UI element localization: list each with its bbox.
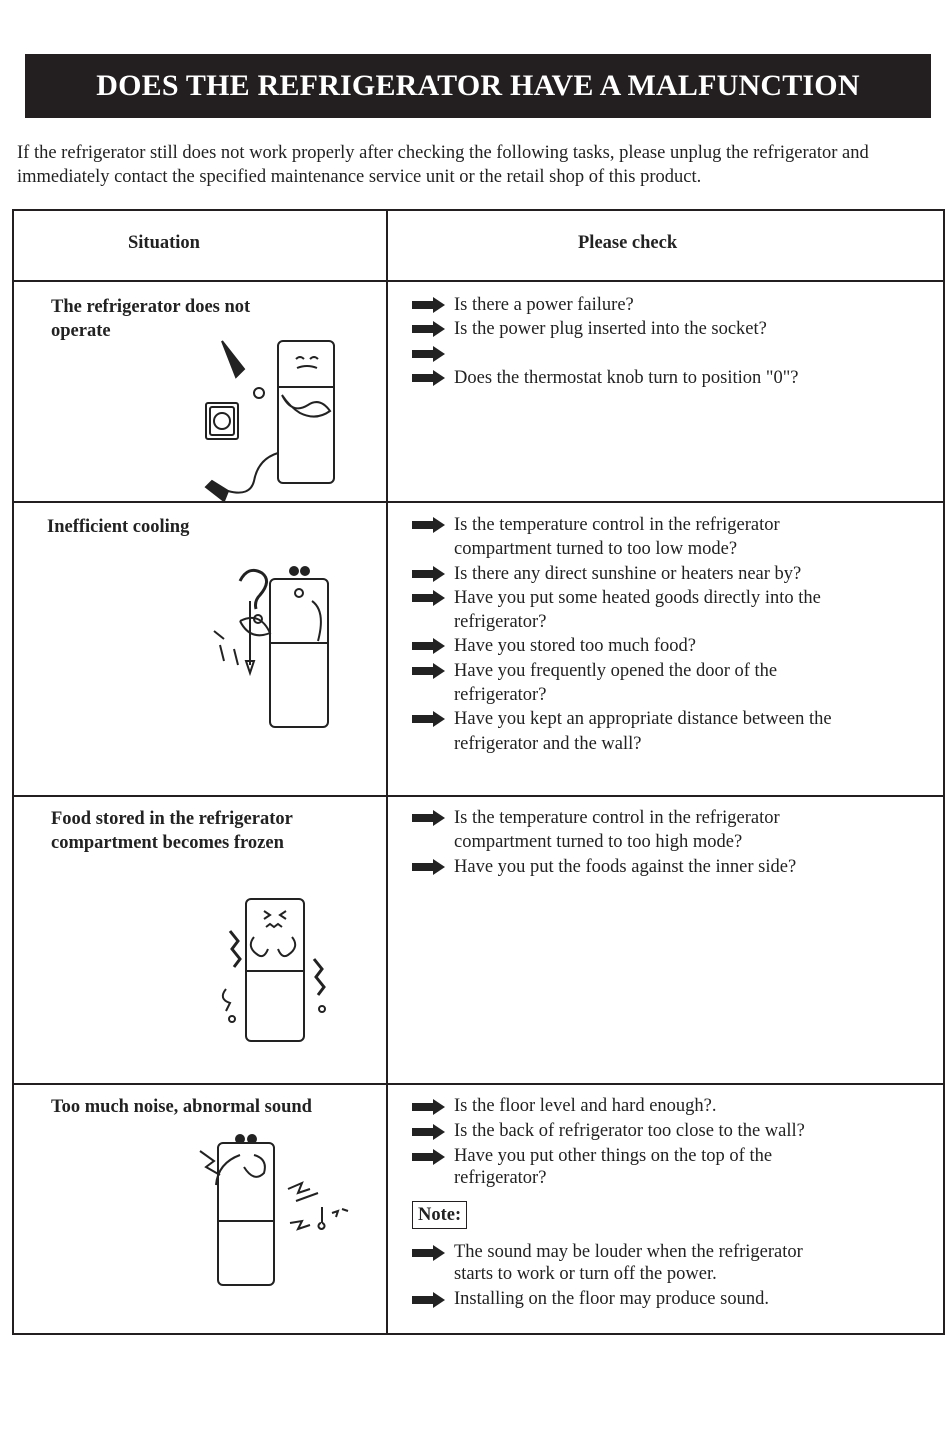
- check-text: Is the floor level and hard enough?.: [454, 1096, 717, 1116]
- note-label: Note:: [412, 1201, 467, 1229]
- check-item: [412, 366, 912, 390]
- arrow-right-icon: [412, 297, 445, 313]
- row-divider: [14, 1083, 943, 1085]
- arrow-right-icon: [412, 1124, 445, 1140]
- arrow-right-icon: [412, 1292, 445, 1308]
- arrow-right-icon: [412, 370, 445, 386]
- arrow-right-icon: [412, 346, 445, 362]
- check-text: Have you kept an appropriate distance between the refrigerator and the wall?: [454, 709, 832, 754]
- checks-row-4: [412, 1095, 842, 1310]
- check-text: Is the temperature control in the refrigerator compartment turned to too low mode?: [454, 515, 780, 560]
- troubleshooting-table: [12, 209, 945, 1335]
- check-item: [412, 659, 842, 708]
- check-item: [412, 806, 842, 855]
- note-box-wrapper: [412, 1201, 842, 1229]
- situation-not-operate: The refrigerator does not operate: [51, 297, 251, 341]
- noisy-fridge-illustration: [196, 1131, 366, 1291]
- check-text: Is the power plug inserted into the socket?: [454, 319, 767, 340]
- checks-row-1: [412, 293, 912, 390]
- arrow-right-icon: [412, 590, 445, 606]
- arrow-right-icon: [412, 566, 445, 582]
- check-text: Have you stored too much food?: [454, 636, 696, 657]
- check-item: [412, 1095, 842, 1117]
- intro-paragraph: If the refrigerator still does not work properly after checking the following tasks, please unplug the refrigerator and immediately contact the specified maintenance service unit or the retail shop of this product.: [17, 143, 869, 187]
- page-title: DOES THE REFRIGERATOR HAVE A MALFUNCTION: [96, 69, 860, 102]
- title-banner: [25, 54, 931, 118]
- arrow-right-icon: [412, 1245, 445, 1261]
- check-item: [412, 342, 912, 366]
- check-text: Have you put the foods against the inner side?: [454, 856, 797, 877]
- situation-noise: Too much noise, abnormal sound: [51, 1097, 312, 1117]
- check-text: Is the temperature control in the refrigerator compartment turned to too high mode?: [454, 808, 780, 853]
- check-item: [412, 1241, 842, 1285]
- thermometer-fridge-illustration: [200, 561, 340, 731]
- checks-row-2: [412, 513, 842, 756]
- arrow-right-icon: [412, 321, 445, 337]
- row-divider: [14, 280, 943, 282]
- check-item: [412, 513, 842, 562]
- shivering-fridge-illustration: [210, 893, 340, 1053]
- row-divider: [14, 501, 943, 503]
- check-text: Have you put some heated goods directly into the refrigerator?: [454, 587, 821, 633]
- check-text: The sound may be louder when the refrigerator starts to work or turn off the power.: [454, 1242, 803, 1284]
- check-text: Is the back of refrigerator too close to the wall?: [454, 1121, 805, 1141]
- arrow-right-icon: [412, 711, 445, 727]
- header-situation: Situation: [128, 233, 200, 253]
- arrow-right-icon: [412, 1149, 445, 1165]
- header-please-check: Please check: [578, 233, 678, 253]
- unplugged-fridge-illustration: [196, 323, 346, 503]
- checks-row-3: [412, 806, 842, 879]
- column-divider: [386, 211, 388, 1333]
- check-item: [412, 855, 842, 879]
- arrow-right-icon: [412, 1099, 445, 1115]
- arrow-right-icon: [412, 517, 445, 533]
- check-text: Installing on the floor may produce sound.: [454, 1289, 769, 1309]
- situation-inefficient-cooling: Inefficient cooling: [47, 517, 190, 537]
- check-item: [412, 293, 912, 317]
- check-item: [412, 1288, 842, 1310]
- arrow-right-icon: [412, 638, 445, 654]
- check-text: Have you put other things on the top of the refrigerator?: [454, 1146, 773, 1188]
- arrow-right-icon: [412, 810, 445, 826]
- check-item: [412, 1145, 842, 1189]
- arrow-right-icon: [412, 663, 445, 679]
- row-divider: [14, 795, 943, 797]
- check-text: Is there any direct sunshine or heaters near by?: [454, 563, 802, 584]
- check-item: [412, 562, 842, 586]
- check-text: Have you frequently opened the door of the refrigerator?: [454, 660, 778, 706]
- check-item: [412, 317, 912, 341]
- situation-food-frozen: Food stored in the refrigerator compartment becomes frozen: [51, 809, 293, 853]
- arrow-right-icon: [412, 859, 445, 875]
- check-text: Is there a power failure?: [454, 295, 634, 315]
- check-text: Does the thermostat knob turn to position "0"?: [454, 367, 799, 388]
- check-item: [412, 634, 842, 658]
- check-item: [412, 707, 842, 756]
- check-item: [412, 1120, 842, 1142]
- check-item: [412, 586, 842, 635]
